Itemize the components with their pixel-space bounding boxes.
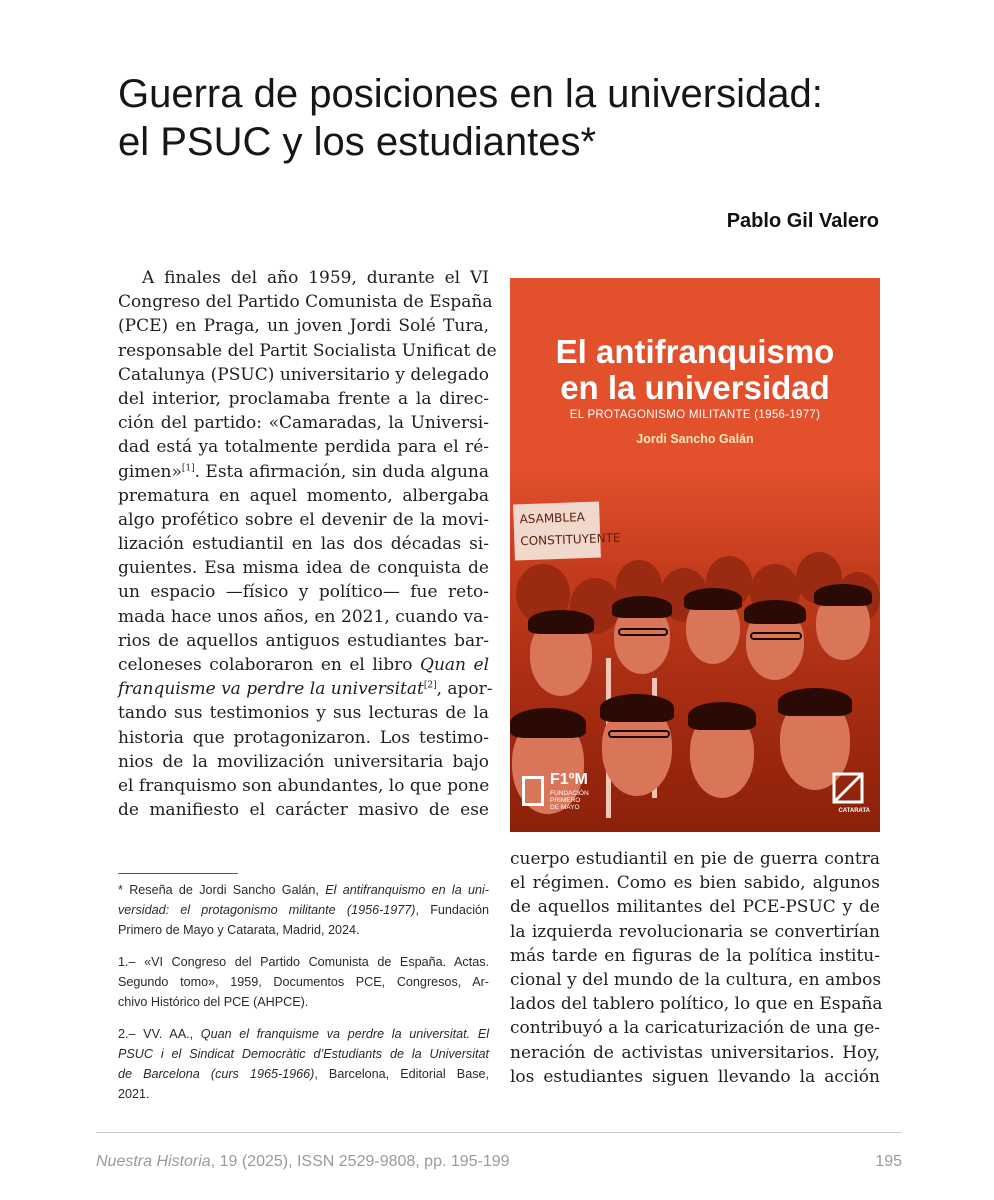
student-glasses <box>608 730 670 738</box>
footnote-line: Primero de Mayo y Catarata, Madrid, 2024. <box>118 923 360 937</box>
footnote-line <box>118 1064 489 1084</box>
book-title-italic: Quan el <box>420 655 490 675</box>
footnote-line: 2021. <box>118 1087 150 1101</box>
body-column-right <box>510 847 883 1089</box>
body-line: dad está ya totalmente perdida para el ré- <box>118 437 489 458</box>
footnote-line <box>118 1044 489 1064</box>
footnote-line <box>118 900 489 920</box>
body-column-left <box>118 266 497 822</box>
footnote-text: 2.– VV. AA., <box>118 1027 194 1041</box>
body-line: nios de la movilización universitaria bajo <box>118 751 489 772</box>
footnote-ref-2[interactable]: [2] <box>423 680 437 691</box>
body-line: prematura en aquel momento, albergaba <box>118 485 489 506</box>
footnote-ref-1[interactable]: [1] <box>181 462 195 473</box>
footnote-text: * Reseña de Jordi Sancho Galán, <box>118 883 319 897</box>
title-line-1: Guerra de posiciones en la universidad: <box>118 72 823 116</box>
footnote-text: , Fundación <box>415 903 490 917</box>
footnote-separator <box>118 873 238 874</box>
body-line: cuerpo estudiantil en pie de guerra contra <box>510 849 880 869</box>
fundacion-logo-line: DE MAYO <box>550 804 580 811</box>
body-line: tando sus testimonios y sus lecturas de la <box>118 703 489 724</box>
body-text: celoneses colaboraron en el libro <box>118 655 413 675</box>
student-hair <box>600 694 674 722</box>
footnote-line: Segundo tomo», 1959, Documentos PCE, Congresos, Ar- <box>118 975 489 989</box>
body-line: algo profético sobre el devenir de la movi- <box>118 509 489 530</box>
student-hair <box>510 708 586 738</box>
student-hair <box>612 596 672 618</box>
body-line <box>118 653 489 677</box>
student-hair <box>744 600 806 624</box>
footnote-line: chivo Histórico del PCE (AHPCE). <box>118 995 309 1009</box>
footnote-italic: El antifranquismo en la uni- <box>325 883 489 897</box>
body-line <box>118 677 493 701</box>
protest-banner <box>513 502 621 561</box>
body-line: A finales del año 1959, durante el VI <box>142 268 489 288</box>
body-line: rios de aquellos antiguos estudiantes bar- <box>118 630 489 651</box>
footnote-star <box>118 880 489 940</box>
body-line: neración de activistas universitarios. Hoy, <box>510 1042 880 1063</box>
body-text: gimen» <box>118 461 182 482</box>
student-glasses <box>618 628 668 636</box>
body-line: responsable del Partit Socialista Unificat de <box>118 340 497 361</box>
body-line: la izquierda revolucionaria se convertirían <box>510 921 880 942</box>
body-line: contribuyó a la caricaturización de una ge- <box>510 1018 881 1039</box>
student-hair <box>688 702 756 730</box>
body-line: cional y del mundo de la cultura, en ambos <box>510 969 882 990</box>
body-text: , apor- <box>436 679 493 700</box>
footer-divider <box>96 1132 901 1133</box>
fundacion-logo-line: FUNDACIÓN <box>550 790 589 797</box>
student-glasses <box>750 632 802 640</box>
body-line: (PCE) en Praga, un joven Jordi Solé Tura, <box>118 316 489 337</box>
footer-citation <box>96 1153 510 1171</box>
article-author: Pablo Gil Valero <box>726 210 879 232</box>
footnote-italic: versidad: el protagonismo militante (1956-1977) <box>118 903 416 917</box>
cover-subtitle: EL PROTAGONISMO MILITANTE (1956-1977) <box>569 409 821 421</box>
footnote-italic: de Barcelona (curs 1965-1966) <box>118 1067 315 1081</box>
cover-title <box>510 334 880 406</box>
body-text: . Esta afirmación, sin duda alguna <box>194 461 489 482</box>
cover-title-line-2: en la universidad <box>560 369 830 406</box>
body-line: de aquellos militantes del PCE-PSUC y de <box>510 897 880 918</box>
student-hair <box>814 584 872 606</box>
body-line: lización estudiantil en las dos décadas si- <box>118 534 489 555</box>
body-line: el franquismo son abundantes, lo que pone <box>118 775 490 796</box>
student-hair <box>528 610 594 634</box>
footnotes <box>118 880 489 1116</box>
footnote-italic: Quan el franquisme va perdre la universitat. El <box>200 1027 490 1041</box>
footnote-line: 1.– «VI Congreso del Partido Comunista de España. Actas. <box>118 955 489 969</box>
catarata-logo-icon <box>830 770 866 806</box>
body-line: del interior, proclamaba frente a la direc- <box>118 388 489 409</box>
body-line: un espacio —físico y político— fue reto- <box>118 582 489 603</box>
body-line: historia que protagonizaron. Los testimo- <box>118 727 489 748</box>
body-line <box>118 460 489 484</box>
footnote-line <box>118 880 489 900</box>
student-hair <box>684 588 742 610</box>
body-line: Catalunya (PSUC) universitario y delegado <box>118 364 489 385</box>
student-hair <box>778 688 852 716</box>
body-line: de manifiesto el carácter masivo de ese <box>118 800 489 821</box>
book-cover <box>510 278 880 832</box>
footnote-text: , Barcelona, Editorial Base, <box>314 1067 489 1081</box>
article-title <box>118 70 898 166</box>
body-line: guientes. Esa misma idea de conquista de <box>118 558 489 579</box>
footnote-1 <box>118 952 489 1012</box>
catarata-logo-text: CATARATA <box>838 808 870 814</box>
title-line-2: el PSUC y los estudiantes* <box>118 120 597 164</box>
body-line: mada hace unos años, en 2021, cuando va- <box>118 606 489 627</box>
journal-name: Nuestra Historia <box>96 1153 211 1170</box>
body-line: Congreso del Partido Comunista de España <box>118 292 493 313</box>
footnote-italic: PSUC i el Sindicat Democràtic d’Estudiants de la Universitat <box>118 1047 489 1061</box>
body-line: los estudiantes siguen llevando la acción <box>510 1066 880 1087</box>
body-line: ción del partido: «Camaradas, la Universi- <box>118 413 489 434</box>
cover-author: Jordi Sancho Galán <box>636 432 754 446</box>
body-line: lados del tablero político, lo que en España <box>510 994 883 1015</box>
footnote-line <box>118 1024 489 1044</box>
body-line: más tarde en figuras de la política institu- <box>510 945 880 966</box>
footnote-2 <box>118 1024 489 1104</box>
banner-line-1: ASAMBLEA <box>519 510 586 527</box>
citation-details: , 19 (2025), ISSN 2529-9808, pp. 195-199 <box>210 1153 510 1170</box>
page-number: 195 <box>875 1153 902 1170</box>
book-title-italic: franquisme va perdre la universitat <box>118 679 424 700</box>
fundacion-logo-icon <box>522 776 544 806</box>
cover-title-line-1: El antifranquismo <box>555 333 835 370</box>
fundacion-logo-mark: F1ºM <box>550 771 588 788</box>
fundacion-logo-text <box>550 790 610 811</box>
fundacion-logo-line: PRIMERO <box>550 797 581 804</box>
body-line: el régimen. Como es bien sabido, algunos <box>510 873 880 894</box>
banner-line-2: CONSTITUYENTE <box>520 530 621 549</box>
